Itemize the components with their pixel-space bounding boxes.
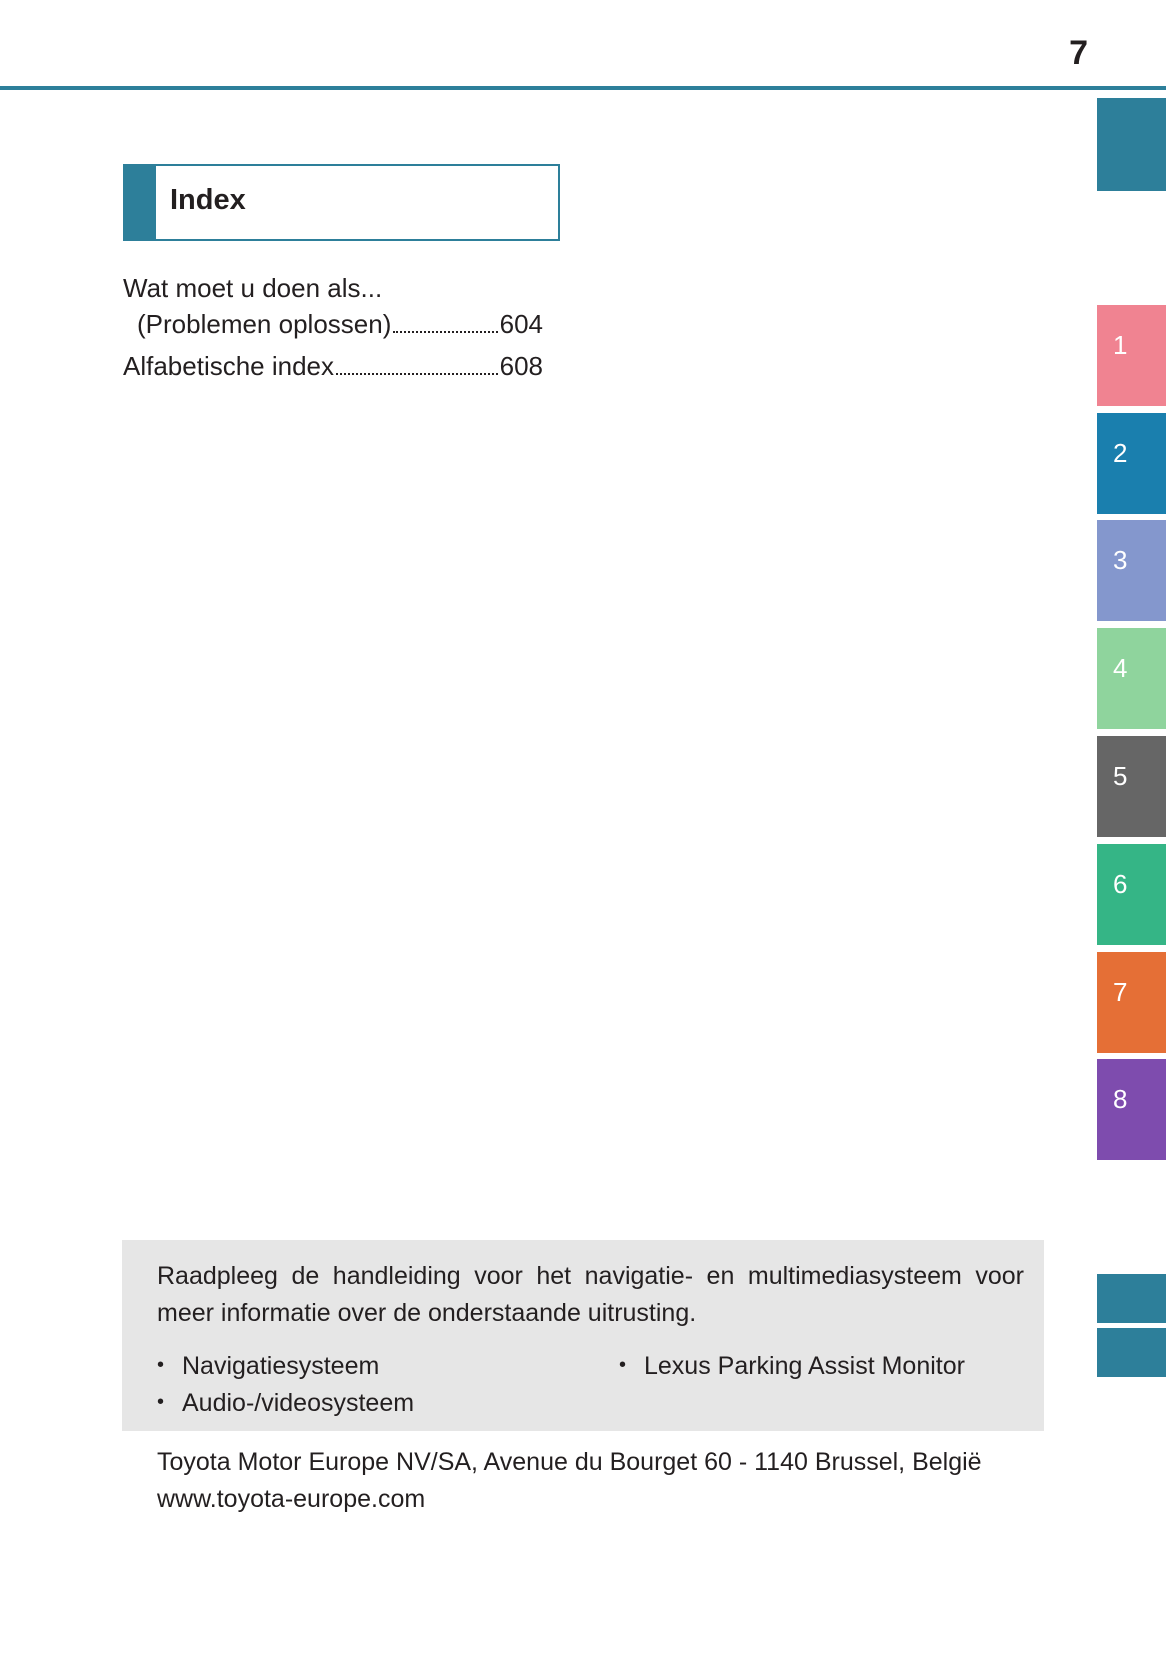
page-number: 7 — [1069, 34, 1088, 72]
toc-leader-dots — [393, 331, 497, 333]
list-item — [157, 1352, 379, 1381]
side-tab-7[interactable] — [1097, 952, 1166, 1053]
side-tab-8-label: 8 — [1113, 1084, 1128, 1114]
side-tab-5[interactable] — [1097, 736, 1166, 837]
side-tab-2-label: 2 — [1113, 438, 1128, 468]
side-tab-7-label: 7 — [1113, 977, 1128, 1007]
table-of-contents — [123, 270, 543, 384]
bullet-icon: • — [619, 1354, 627, 1376]
side-tab-3[interactable] — [1097, 520, 1166, 621]
side-tab-1[interactable] — [1097, 305, 1166, 406]
list-item-label: Lexus Parking Assist Monitor — [644, 1352, 965, 1380]
list-item-label: Navigatiesysteem — [182, 1352, 380, 1380]
side-tab-top[interactable] — [1097, 98, 1166, 191]
list-item-label: Audio-/videosysteem — [182, 1389, 415, 1417]
publisher-address: Toyota Motor Europe NV/SA, Avenue du Bourget 60 - 1140 Brussel, België — [157, 1448, 982, 1476]
list-item — [157, 1389, 414, 1418]
toc-entry-troubleshooting-heading[interactable] — [123, 270, 543, 306]
side-tab-6[interactable] — [1097, 844, 1166, 945]
info-bullet-list — [157, 1352, 1024, 1432]
side-tab-4[interactable] — [1097, 628, 1166, 729]
side-tab-4-label: 4 — [1113, 653, 1128, 683]
side-tab-3-label: 3 — [1113, 545, 1128, 575]
header-rule — [0, 86, 1166, 90]
publisher-footer — [157, 1444, 1027, 1518]
side-tab-bottom-2[interactable] — [1097, 1328, 1166, 1377]
index-heading-title: Index — [170, 184, 246, 216]
toc-leader-dots — [336, 373, 498, 375]
side-tab-1-label: 1 — [1113, 330, 1128, 360]
bullet-icon: • — [157, 1391, 165, 1413]
info-box — [122, 1240, 1044, 1431]
toc-entry-troubleshooting[interactable] — [123, 306, 543, 342]
index-heading-box — [123, 164, 560, 241]
info-text: Raadpleeg de handleiding voor het navigatie- en multimediasysteem voor meer informatie over de onderstaande uitrusting. — [157, 1262, 1024, 1327]
toc-entry-label: (Problemen oplossen) — [137, 309, 392, 339]
toc-entry-alphabetical-index[interactable] — [123, 348, 543, 384]
side-tab-6-label: 6 — [1113, 869, 1128, 899]
toc-entry-page: 608 — [499, 351, 543, 381]
side-tab-8[interactable] — [1097, 1059, 1166, 1160]
toc-entry-label: Alfabetische index — [123, 351, 335, 381]
toc-entry-label: Wat moet u doen als... — [123, 273, 383, 303]
list-item — [619, 1352, 965, 1381]
toc-entry-page: 604 — [499, 309, 543, 339]
side-tab-bottom-1[interactable] — [1097, 1274, 1166, 1323]
side-tab-5-label: 5 — [1113, 761, 1128, 791]
bullet-icon: • — [157, 1354, 165, 1376]
publisher-url[interactable]: www.toyota-europe.com — [157, 1485, 426, 1513]
index-heading-accent — [125, 166, 156, 239]
side-tab-2[interactable] — [1097, 413, 1166, 514]
